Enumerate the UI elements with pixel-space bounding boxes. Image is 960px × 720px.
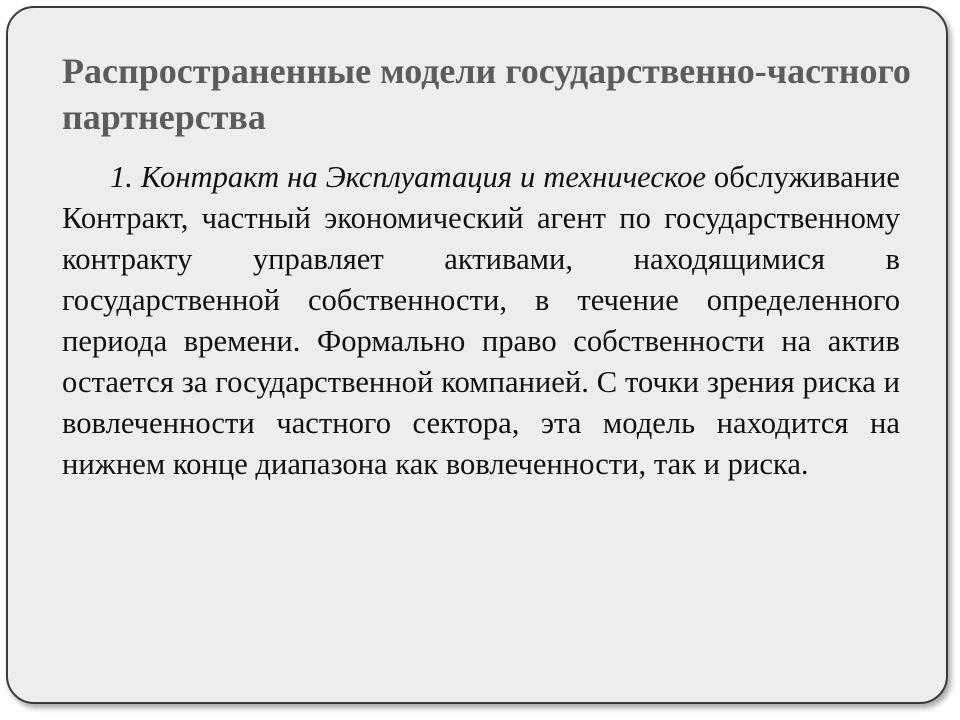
slide-title: Распространенные модели государственно-частного партнерства	[62, 51, 911, 137]
paragraph-rest: обслуживание Контракт, частный экономический агент по государственному контракту управляет активами, находящимися в государственной собственности, в течение определенного периода времени. Формально право собственности на актив остается за государственной компанией. С точки зрения риска и вовлеченности частного сектора, эта модель находится на нижнем конце диапазона как вовлеченности, так и риска.	[62, 160, 900, 481]
paragraph-lead: 1. Контракт на Эксплуатация и техническое	[110, 160, 706, 194]
slide-body-paragraph	[62, 157, 900, 485]
slide-card	[6, 6, 948, 704]
